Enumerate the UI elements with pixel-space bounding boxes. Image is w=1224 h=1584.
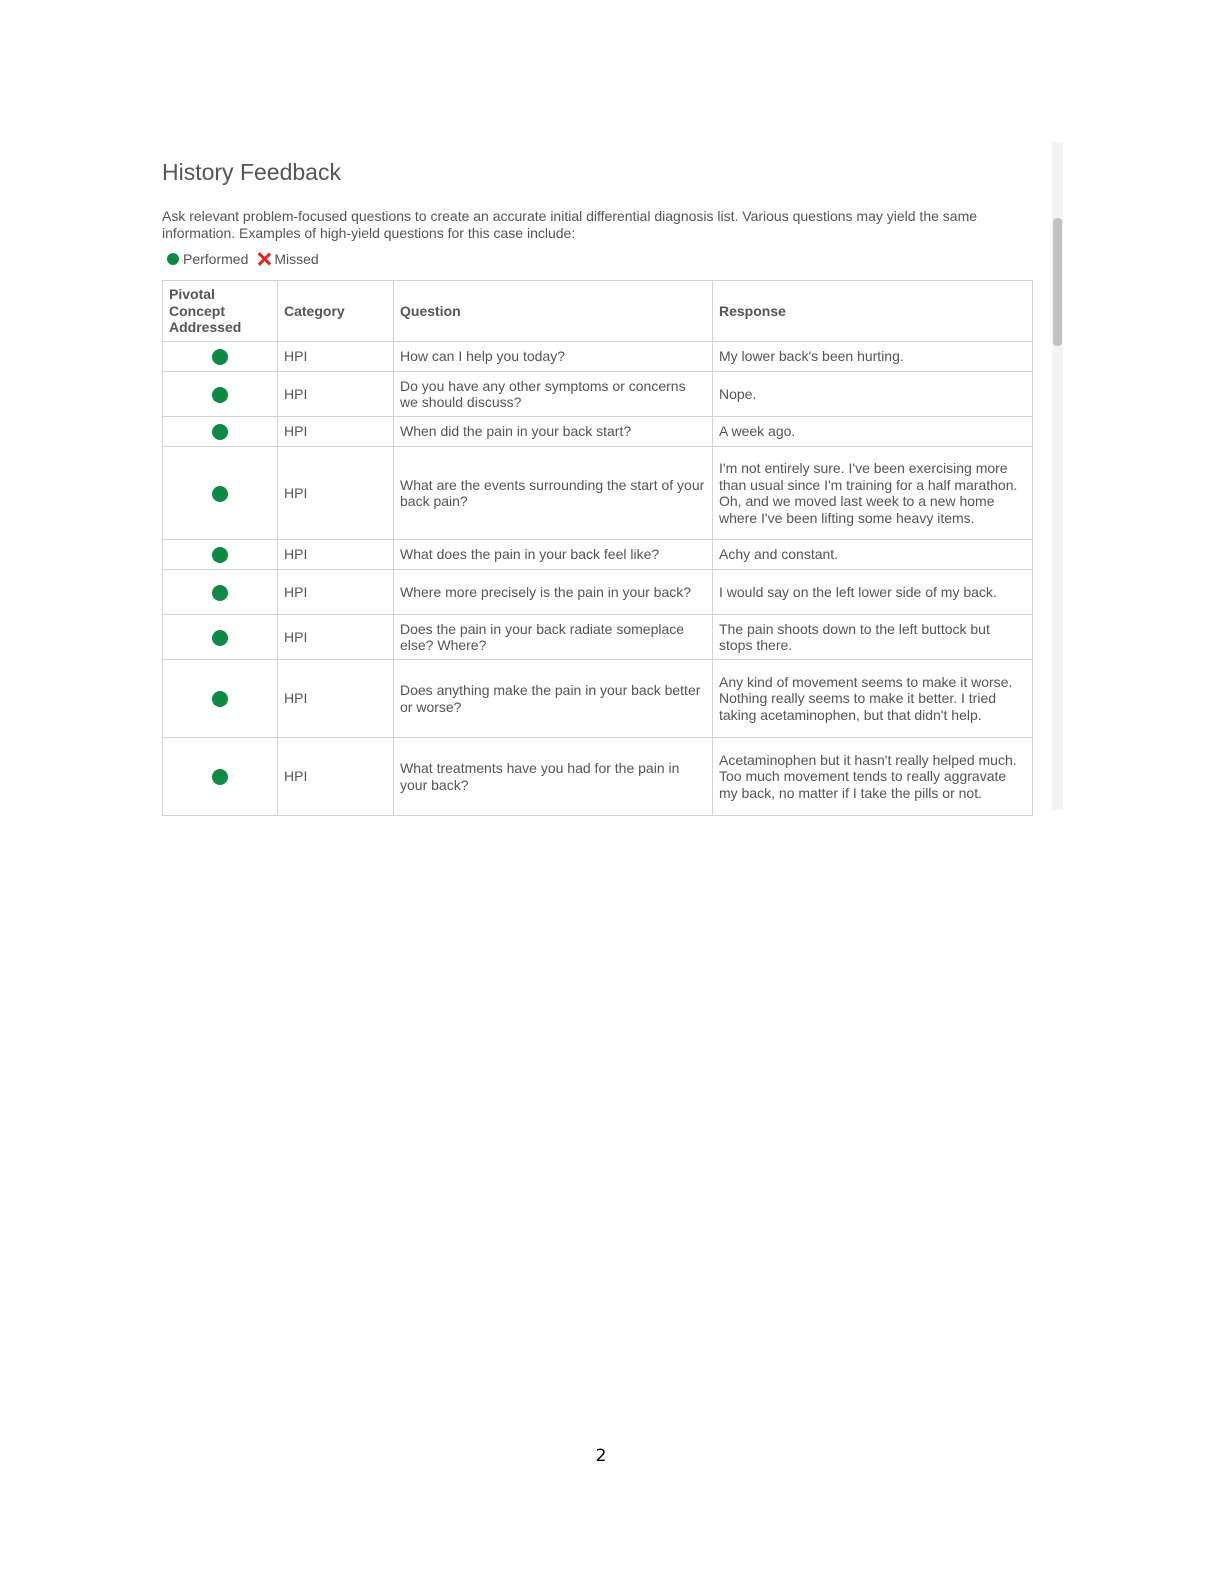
question-cell: Do you have any other symptoms or concerns we should discuss?: [394, 372, 713, 417]
question-cell: Where more precisely is the pain in your back?: [394, 570, 713, 615]
response-cell: Achy and constant.: [713, 540, 1033, 570]
table-row: [163, 342, 1033, 372]
category-cell: HPI: [278, 372, 394, 417]
status-cell: [163, 372, 278, 417]
status-cell: [163, 447, 278, 540]
category-cell: HPI: [278, 738, 394, 816]
header-response: Response: [713, 281, 1033, 342]
table-row: [163, 417, 1033, 447]
table-row: [163, 372, 1033, 417]
question-cell: Does anything make the pain in your back better or worse?: [394, 660, 713, 738]
question-cell: How can I help you today?: [394, 342, 713, 372]
feedback-table: [162, 280, 1033, 816]
status-cell: [163, 615, 278, 660]
question-cell: What treatments have you had for the pain in your back?: [394, 738, 713, 816]
status-cell: [163, 417, 278, 447]
question-cell: What does the pain in your back feel like?: [394, 540, 713, 570]
missed-x-icon: [257, 252, 271, 266]
page-number: 2: [595, 1446, 607, 1466]
header-question: Question: [394, 281, 713, 342]
header-category: Category: [278, 281, 394, 342]
performed-dot-icon: [212, 387, 228, 403]
response-cell: The pain shoots down to the left buttock but stops there.: [713, 615, 1033, 660]
category-cell: HPI: [278, 342, 394, 372]
response-cell: My lower back's been hurting.: [713, 342, 1033, 372]
performed-dot-icon: [212, 585, 228, 601]
performed-dot-icon: [212, 691, 228, 707]
response-cell: Acetaminophen but it hasn't really helped much. Too much movement tends to really aggravate my back, no matter if I take the pills or not.: [713, 738, 1033, 816]
response-cell: A week ago.: [713, 417, 1033, 447]
table-row: [163, 447, 1033, 540]
status-cell: [163, 342, 278, 372]
response-cell: Nope.: [713, 372, 1033, 417]
table-row: [163, 738, 1033, 816]
performed-dot-icon: [212, 630, 228, 646]
category-cell: HPI: [278, 570, 394, 615]
performed-dot-icon: [212, 349, 228, 365]
category-cell: HPI: [278, 447, 394, 540]
table-row: [163, 540, 1033, 570]
status-cell: [163, 570, 278, 615]
performed-dot-icon: [167, 253, 179, 265]
scrollbar[interactable]: [1052, 142, 1063, 810]
category-cell: HPI: [278, 540, 394, 570]
question-cell: When did the pain in your back start?: [394, 417, 713, 447]
legend: [162, 249, 1032, 269]
table-header-row: [163, 281, 1033, 342]
legend-missed-label: Missed: [274, 251, 319, 267]
performed-dot-icon: [212, 769, 228, 785]
category-cell: HPI: [278, 615, 394, 660]
legend-performed-label: Performed: [183, 251, 249, 267]
status-cell: [163, 660, 278, 738]
history-feedback-panel: [162, 142, 1032, 816]
scrollbar-thumb[interactable]: [1053, 218, 1062, 346]
response-cell: I'm not entirely sure. I've been exercising more than usual since I'm training for a half marathon. Oh, and we moved last week to a new home where I've been lifting some heavy items.: [713, 447, 1033, 540]
status-cell: [163, 738, 278, 816]
table-row: [163, 615, 1033, 660]
category-cell: HPI: [278, 417, 394, 447]
table-row: [163, 660, 1033, 738]
response-cell: I would say on the left lower side of my back.: [713, 570, 1033, 615]
status-cell: [163, 540, 278, 570]
header-pivotal: Pivotal Concept Addressed: [163, 281, 278, 342]
category-cell: HPI: [278, 660, 394, 738]
table-row: [163, 570, 1033, 615]
intro-text: Ask relevant problem-focused questions to create an accurate initial differential diagnosis list. Various questions may yield the same information. Examples of high-yield questions for this case include:: [162, 208, 978, 241]
response-cell: Any kind of movement seems to make it worse. Nothing really seems to make it better. I tried taking acetaminophen, but that didn't help.: [713, 660, 1033, 738]
question-cell: Does the pain in your back radiate someplace else? Where?: [394, 615, 713, 660]
page-title: History Feedback: [162, 159, 341, 185]
performed-dot-icon: [212, 547, 228, 563]
performed-dot-icon: [212, 486, 228, 502]
performed-dot-icon: [212, 424, 228, 440]
question-cell: What are the events surrounding the start of your back pain?: [394, 447, 713, 540]
